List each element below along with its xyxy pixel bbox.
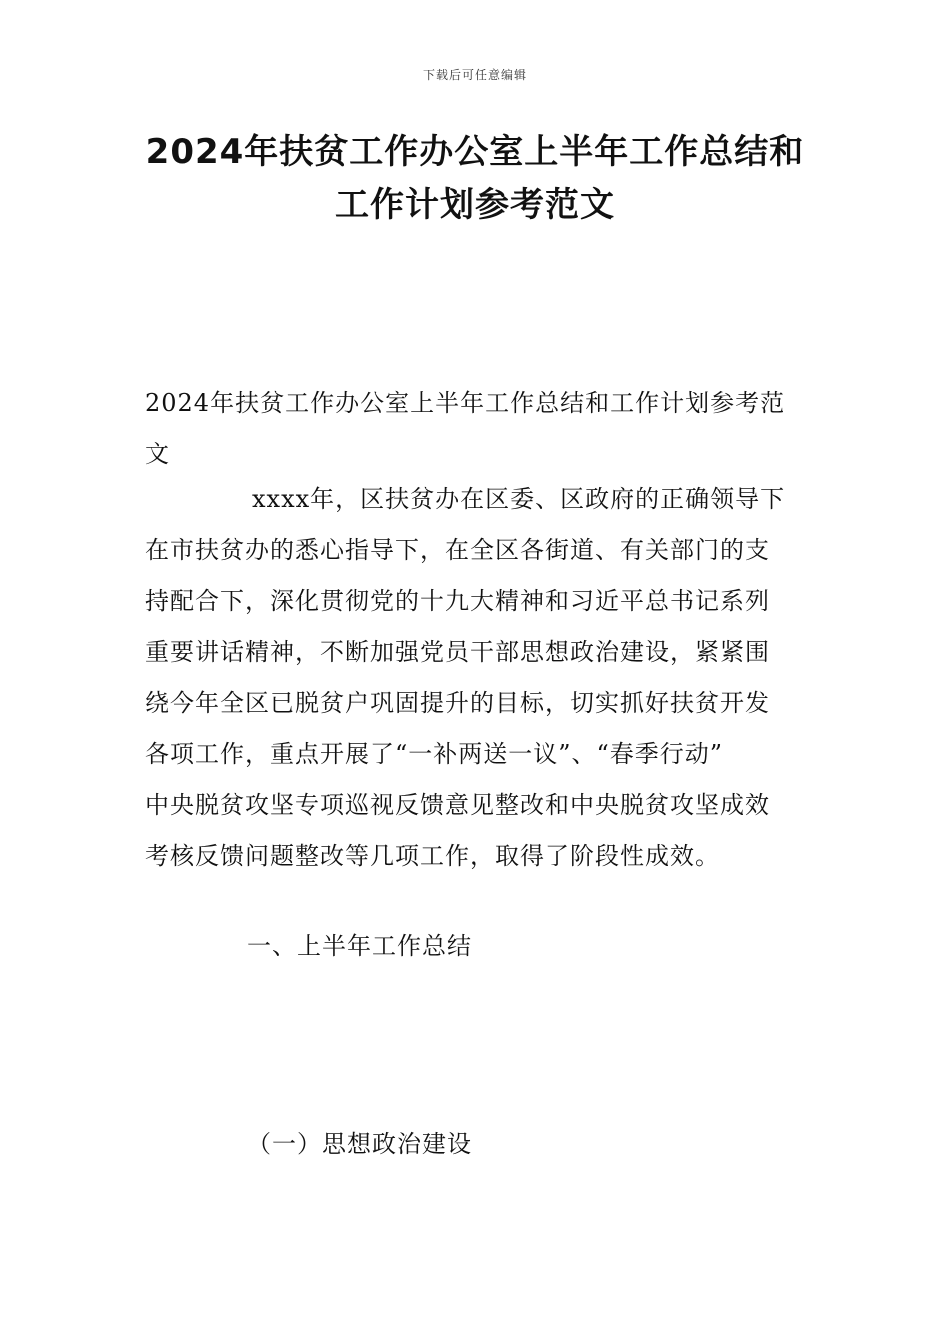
header-note: 下载后可任意编辑 <box>422 68 527 82</box>
document-title-line-2: 工作计划参考范文 <box>335 185 615 225</box>
body-line: 各项工作，重点开展了“一补两送一议”、“春季行动” <box>145 740 724 768</box>
body-paragraph <box>145 474 807 882</box>
body-line: 考核反馈问题整改等几项工作，取得了阶段性成效。 <box>145 842 720 870</box>
body-line: 绕今年全区已脱贫户巩固提升的目标，切实抓好扶贫开发 <box>145 689 770 717</box>
body-line: xxxx年，区扶贫办在区委、区政府的正确领导下 <box>252 485 786 513</box>
section-heading: 一、上半年工作总结 <box>247 932 472 960</box>
body-line: 重要讲话精神，不断加强党员干部思想政治建设，紧紧围 <box>145 638 770 666</box>
body-line: 中央脱贫攻坚专项巡视反馈意见整改和中央脱贫攻坚成效 <box>145 791 770 819</box>
document-title <box>100 126 850 232</box>
body-line: 持配合下，深化贯彻党的十九大精神和习近平总书记系列 <box>145 587 770 615</box>
body-line: 在市扶贫办的悉心指导下，在全区各街道、有关部门的支 <box>145 536 770 564</box>
document-title-line-1: 2024年扶贫工作办公室上半年工作总结和 <box>145 132 805 172</box>
document-subtitle: 2024年扶贫工作办公室上半年工作总结和工作计划参考范文 <box>145 389 786 468</box>
subsection-heading: （一）思想政治建设 <box>247 1130 472 1158</box>
